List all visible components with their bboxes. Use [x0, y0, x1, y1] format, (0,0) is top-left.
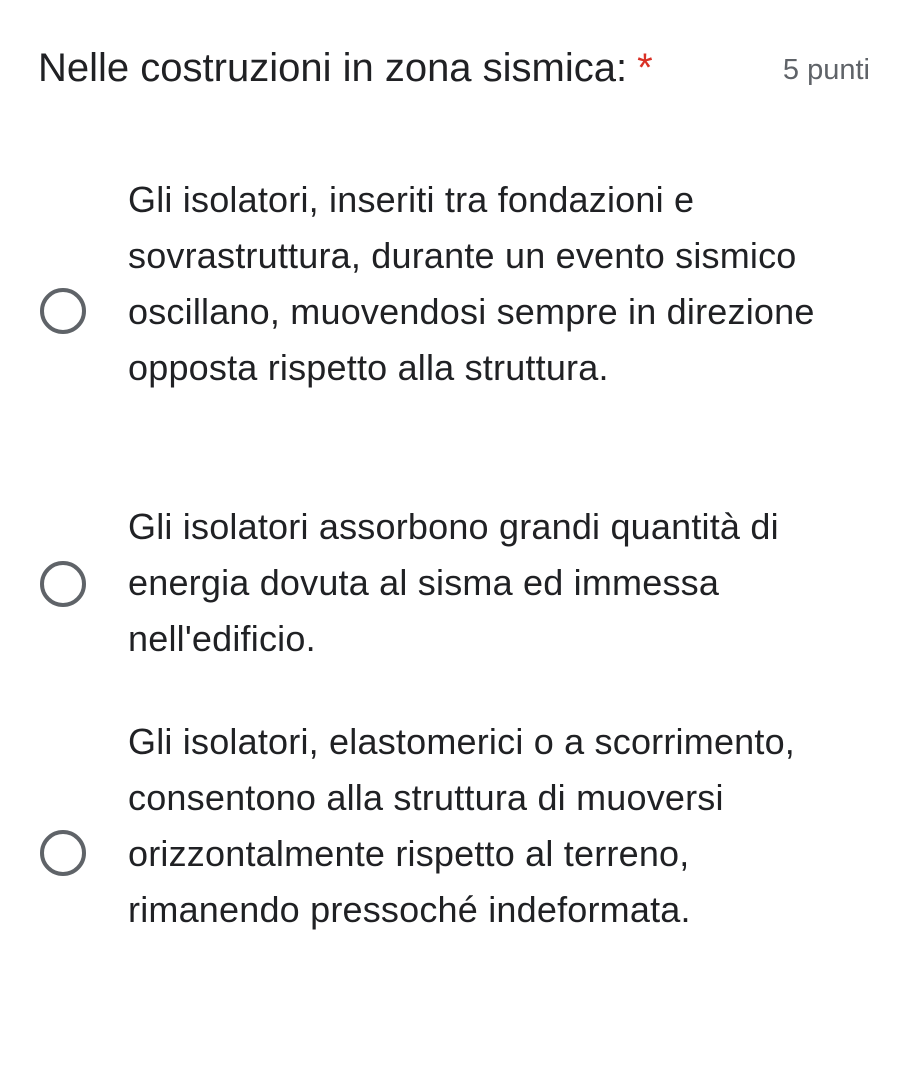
radio-unchecked-icon[interactable] — [40, 830, 86, 876]
question-title-text: Nelle costruzioni in zona sismica: — [38, 46, 628, 90]
required-asterisk: * — [637, 46, 653, 90]
option-label: Gli isolatori assorbono grandi quantità di energia dovuta al sisma ed immessa nell'edificio. — [128, 506, 779, 659]
radio-option-1[interactable] — [0, 170, 899, 460]
option-label: Gli isolatori, elastomerici o a scorrimento, consentono alla struttura di muoversi orizzontalmente rispetto al terreno, rimanendo pressoché indeformata. — [128, 721, 796, 930]
radio-option-2[interactable] — [0, 497, 899, 677]
points-label: 5 punti — [782, 54, 870, 86]
radio-unchecked-icon[interactable] — [40, 561, 86, 607]
radio-unchecked-icon[interactable] — [40, 288, 86, 334]
question-header — [38, 40, 878, 100]
question-title — [38, 40, 653, 96]
option-label: Gli isolatori, inseriti tra fondazioni e sovrastruttura, durante un evento sismico oscillano, muovendosi sempre in direzione opposta rispetto alla struttura. — [128, 179, 815, 388]
radio-option-3[interactable] — [0, 712, 899, 1002]
